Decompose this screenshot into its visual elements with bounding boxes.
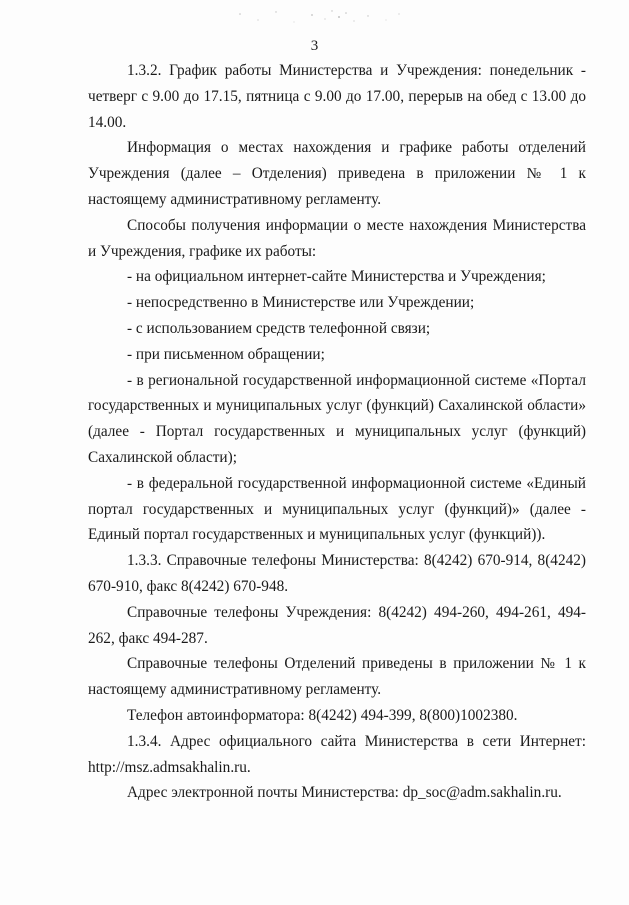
paragraph-email: Адрес электронной почты Министерства: dp_soc@adm.sakhalin.ru.	[127, 784, 562, 802]
paragraph-work-schedule: 1.3.2. График работы Министерства и Учреждения: понедельник - четверг с 9.00 до 17.15, пятница с 9.00 до 17.00, перерыв на обед с 13.00 до 14.00.	[88, 62, 586, 131]
list-item-federal-portal: - в федеральной государственной информационной системе «Единый портал государственных и муниципальных услуг (функций)» (далее - Единый портал государственных и муниципальных услуг (функций)).	[88, 474, 586, 544]
scan-noise	[228, 6, 408, 28]
list-item-written: - при письменном обращении;	[127, 345, 325, 363]
paragraph-website: 1.3.4. Адрес официального сайта Министерства в сети Интернет: http://msz.admsakhalin.ru.	[88, 732, 586, 776]
paragraph-branch-phones: Справочные телефоны Отделений приведены в приложении № 1 к настоящему административному регламенту.	[88, 655, 586, 699]
paragraph-institution-phones: Справочные телефоны Учреждения: 8(4242) 494-260, 494-261, 494-262, факс 494-287.	[88, 603, 586, 647]
list-item-website: - на официальном интернет-сайте Министерства и Учреждения;	[127, 268, 546, 286]
paragraph-autoinformer: Телефон автоинформатора: 8(4242) 494-399, 8(800)1002380.	[127, 706, 518, 724]
list-item-phone: - с использованием средств телефонной связи;	[127, 319, 431, 337]
paragraph-ministry-phones: 1.3.3. Справочные телефоны Министерства: 8(4242) 670-914, 8(4242) 670-910, факс 8(4242) 670-948.	[88, 552, 586, 595]
paragraph-branches-info: Информация о местах нахождения и графике работы отделений Учреждения (далее – Отделения) приведена в приложении № 1 к настоящему административному регламенту.	[88, 139, 586, 208]
page-number: 3	[310, 38, 319, 54]
document-body	[88, 58, 586, 806]
paragraph-info-methods: Способы получения информации о месте нахождения Министерства и Учреждения, графике их работы:	[88, 216, 586, 260]
list-item-in-person: - непосредственно в Министерстве или Учреждении;	[127, 294, 475, 312]
list-item-regional-portal: - в региональной государственной информационной системе «Портал государственных и муниципальных услуг (функций) Сахалинской области» (далее - Портал государственных и муниципальных услуг (функций) Сахалинской области);	[88, 371, 586, 466]
